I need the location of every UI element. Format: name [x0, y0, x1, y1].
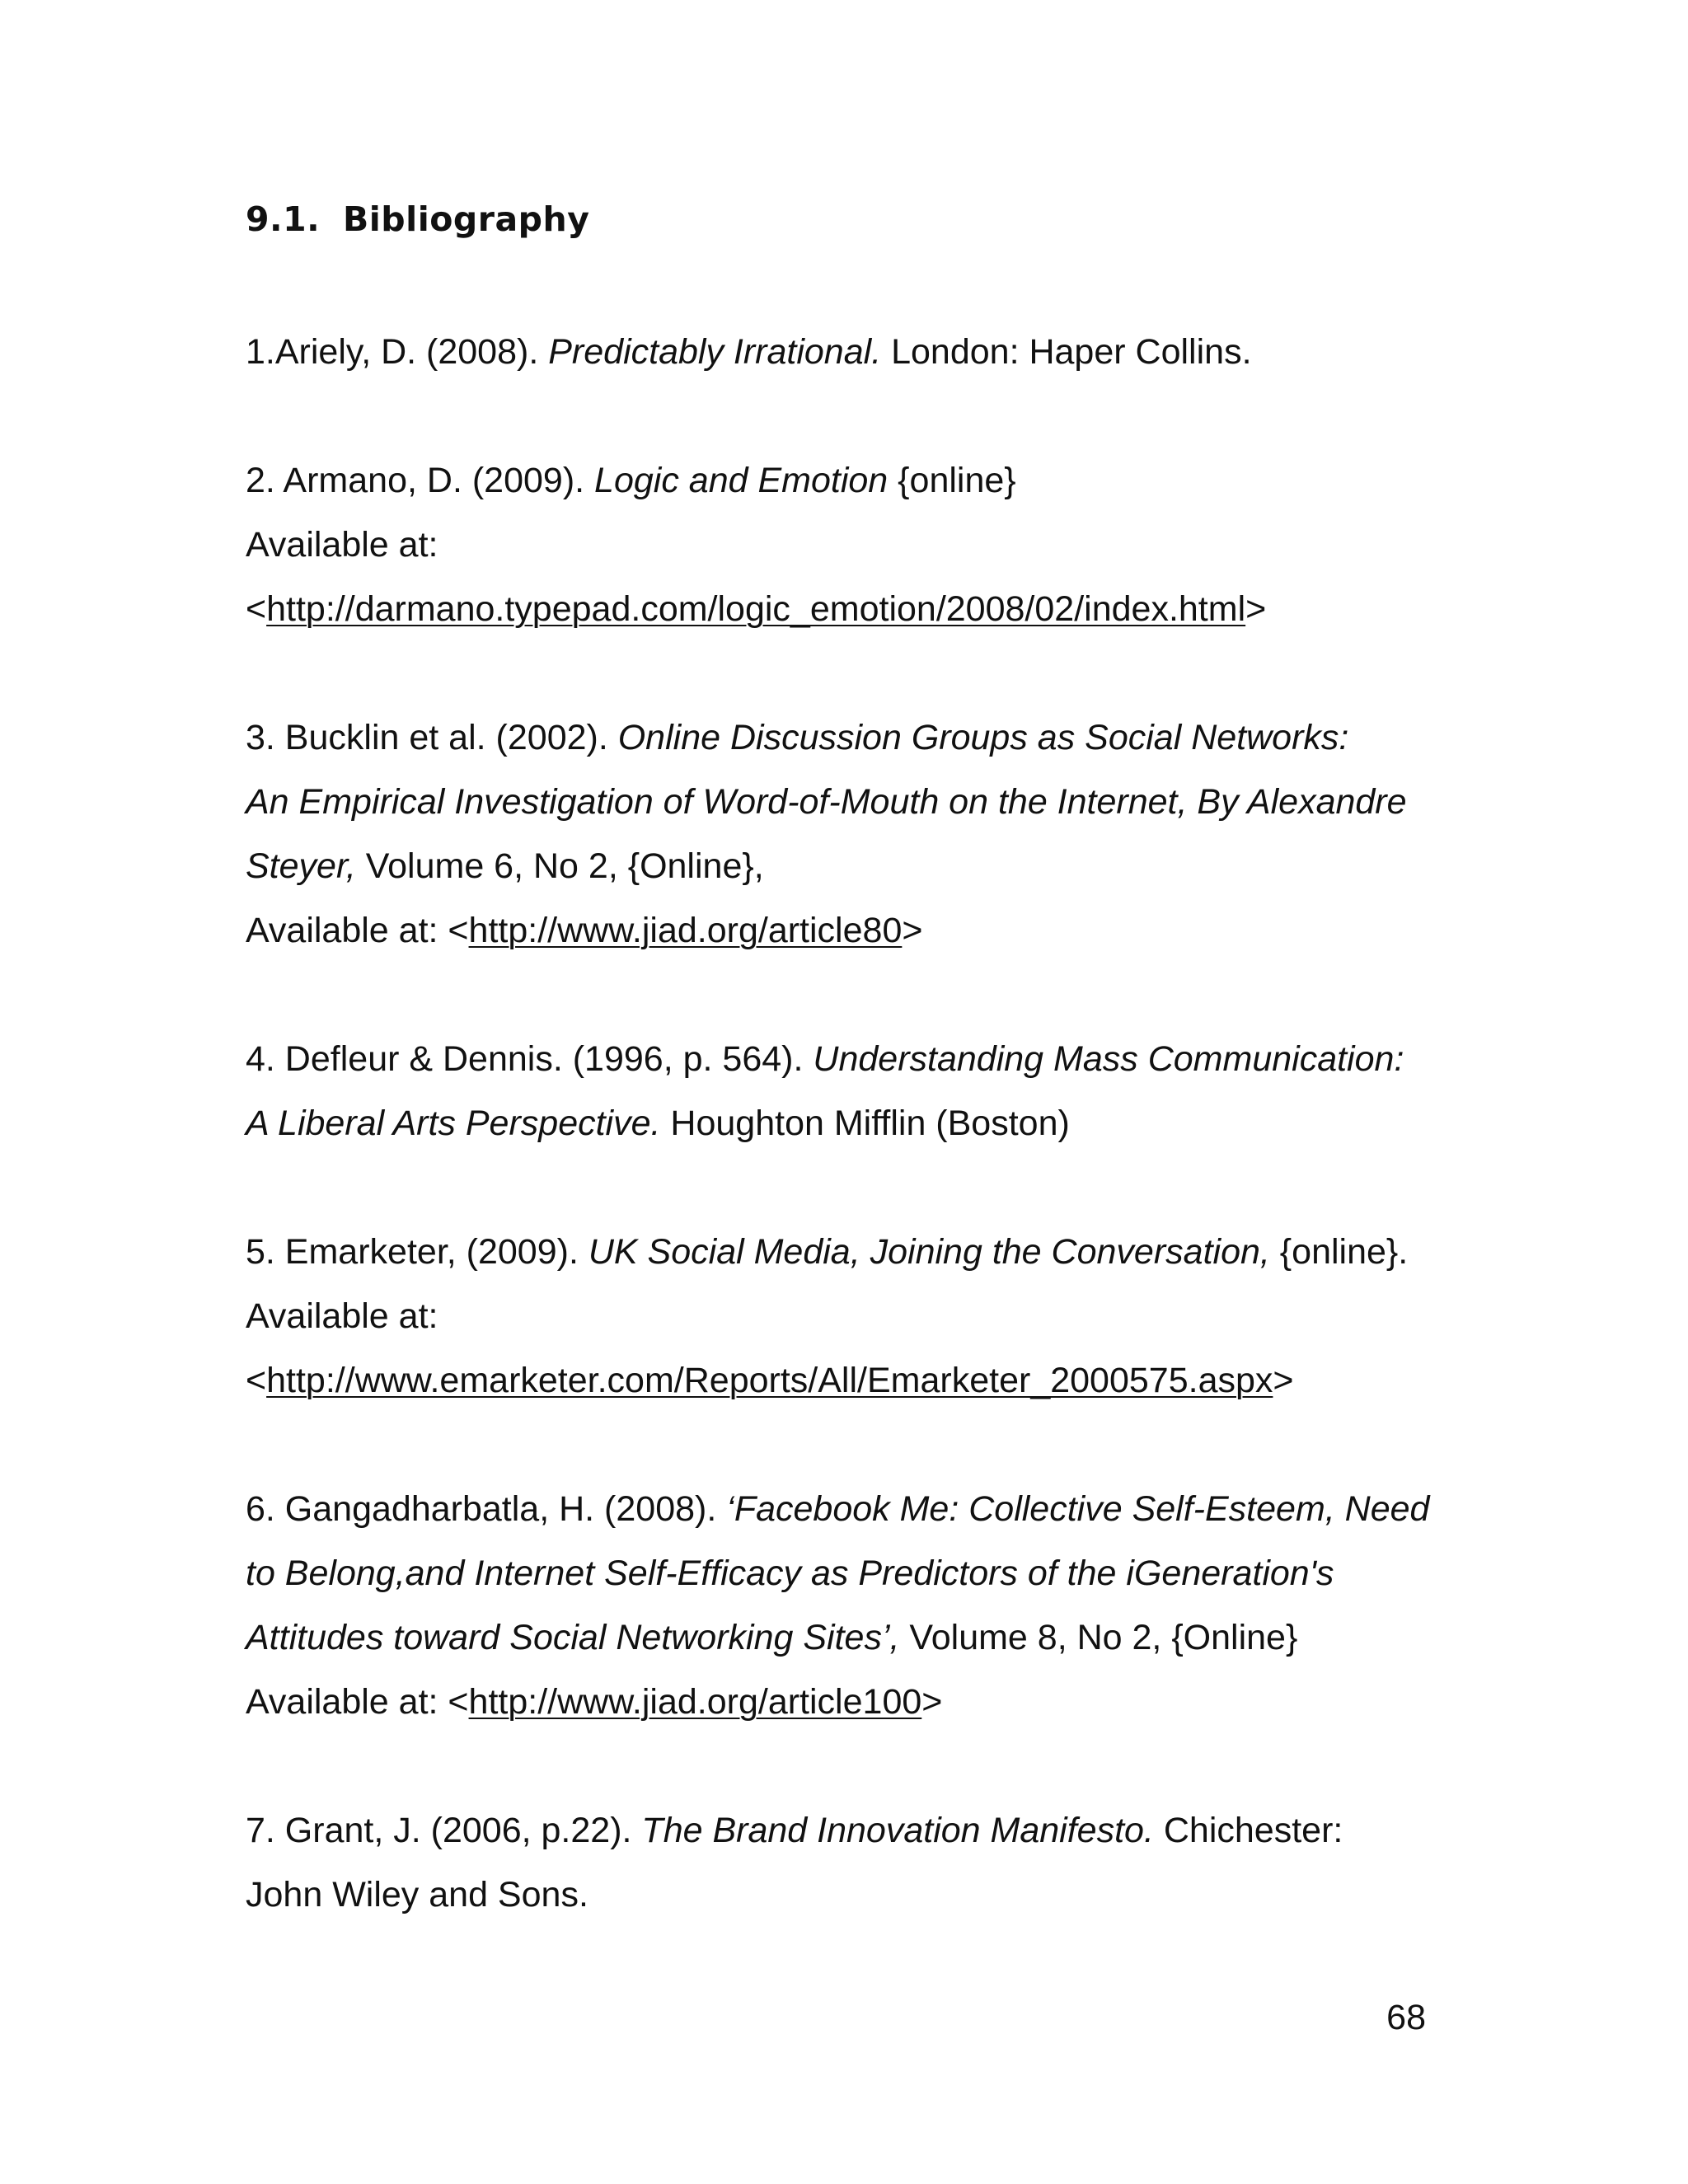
page-number: 68: [1386, 1998, 1426, 2037]
section-number: 9.1.: [246, 199, 321, 239]
reference-text: <: [246, 1361, 267, 1400]
reference-text: 1.Ariely, D. (2008).: [246, 332, 549, 372]
reference-title-text: UK Social Media, Joining the Conversation,: [588, 1232, 1270, 1272]
reference-text: {online}.: [1269, 1232, 1409, 1272]
reference-title-text: The Brand Innovation Manifesto.: [641, 1811, 1154, 1850]
reference-link[interactable]: http://www.emarketer.com/Reports/All/Emarketer_2000575.aspx: [266, 1361, 1273, 1400]
reference-text: Houghton Mifflin (Boston): [660, 1104, 1070, 1143]
entry-line: [246, 1670, 1449, 1734]
reference-text: Available at:: [246, 1296, 438, 1336]
reference-text: <: [246, 589, 267, 629]
bibliography-entry: [246, 1220, 1449, 1413]
entry-line: [246, 448, 1449, 513]
reference-title-text: Understanding Mass Communication:: [813, 1039, 1404, 1079]
reference-text: 5. Emarketer, (2009).: [246, 1232, 588, 1272]
reference-text: 7. Grant, J. (2006, p.22).: [246, 1811, 642, 1850]
reference-text: 6. Gangadharbatla, H. (2008).: [246, 1489, 727, 1529]
bibliography-entry: [246, 1798, 1449, 1927]
bibliography-entry: [246, 1027, 1449, 1155]
reference-text: >: [1273, 1361, 1294, 1400]
reference-text: >: [1245, 589, 1267, 629]
entry-line: [246, 1348, 1449, 1413]
reference-text: Chichester:: [1153, 1811, 1343, 1850]
entry-line: [246, 1477, 1449, 1541]
bibliography-entry: [246, 320, 1449, 384]
entry-line: [246, 577, 1449, 641]
reference-text: Volume 6, No 2, {Online},: [355, 846, 764, 886]
reference-text: {online}: [888, 461, 1016, 500]
entry-line: [246, 898, 1449, 963]
entry-line: [246, 513, 1449, 577]
entry-line: [246, 1798, 1449, 1863]
entry-line: [246, 1091, 1449, 1155]
reference-title-text: A Liberal Arts Perspective.: [246, 1104, 661, 1143]
reference-text: London: Haper Collins.: [881, 332, 1252, 372]
reference-link[interactable]: http://darmano.typepad.com/logic_emotion/2008/02/index.html: [266, 589, 1246, 629]
reference-title-text: Logic and Emotion: [594, 461, 889, 500]
bibliography-list: [246, 320, 1449, 1991]
reference-text: Volume 8, No 2, {Online}: [899, 1618, 1298, 1657]
entry-line: [246, 705, 1449, 770]
entry-line: [246, 1027, 1449, 1091]
reference-title-text: An Empirical Investigation of Word-of-Mouth on the Internet, By Alexandre: [246, 782, 1407, 822]
reference-text: John Wiley and Sons.: [246, 1875, 588, 1915]
reference-title-text: Predictably Irrational.: [548, 332, 882, 372]
reference-text: >: [902, 911, 923, 950]
reference-title-text: to Belong,and Internet Self-Efficacy as Predictors of the iGeneration's: [246, 1554, 1334, 1593]
reference-text: 3. Bucklin et al. (2002).: [246, 718, 618, 757]
section-title: Bibliography: [343, 199, 590, 239]
entry-line: [246, 834, 1449, 898]
reference-title-text: Online Discussion Groups as Social Networks:: [617, 718, 1349, 757]
reference-text: Available at: <: [246, 1682, 469, 1722]
reference-text: 4. Defleur & Dennis. (1996, p. 564).: [246, 1039, 814, 1079]
reference-title-text: Attitudes toward Social Networking Sites’,: [246, 1618, 900, 1657]
entry-line: [246, 320, 1449, 384]
bibliography-entry: [246, 1477, 1449, 1734]
reference-text: Available at: <: [246, 911, 469, 950]
entry-line: [246, 1220, 1449, 1284]
section-heading: [246, 196, 589, 242]
reference-title-text: Steyer,: [246, 846, 356, 886]
entry-line: [246, 1863, 1449, 1927]
bibliography-entry: [246, 448, 1449, 641]
entry-line: [246, 1605, 1449, 1670]
reference-text: Available at:: [246, 525, 438, 565]
entry-line: [246, 1541, 1449, 1605]
reference-text: >: [921, 1682, 943, 1722]
bibliography-entry: [246, 705, 1449, 963]
reference-link[interactable]: http://www.jiad.org/article100: [468, 1682, 922, 1722]
entry-line: [246, 770, 1449, 834]
reference-text: 2. Armano, D. (2009).: [246, 461, 595, 500]
reference-title-text: ‘Facebook Me: Collective Self-Esteem, Need: [726, 1489, 1430, 1529]
entry-line: [246, 1284, 1449, 1348]
reference-link[interactable]: http://www.jiad.org/article80: [468, 911, 903, 950]
